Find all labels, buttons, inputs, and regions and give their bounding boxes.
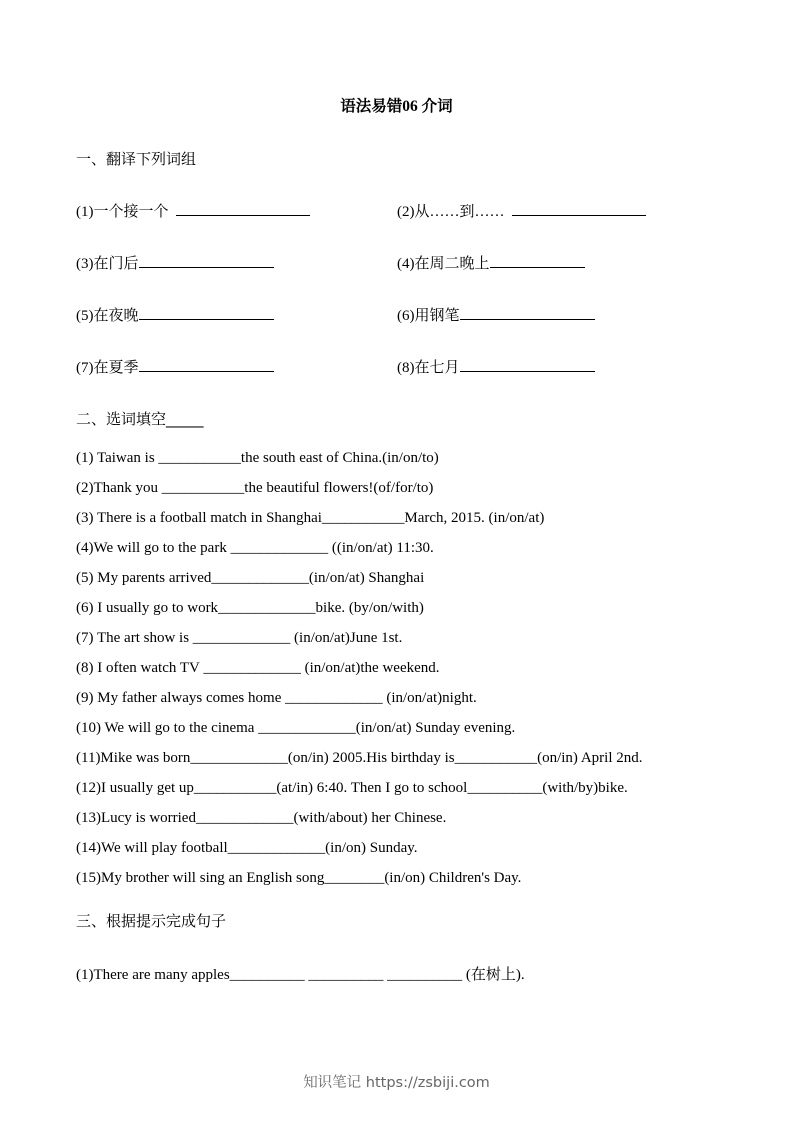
translate-item-4 [397,252,585,273]
fill-item: (3) There is a football match in Shanghai___________March, 2015. (in/on/at) [76,510,545,526]
translate-item-2 [397,200,646,221]
fill-item: (12)I usually get up___________(at/in) 6:40. Then I go to school__________(with/by)bike. [76,780,628,796]
section-heading-complete: 三、根据提示完成句子 [76,912,227,930]
fill-item: (10) We will go to the cinema _____________(in/on/at) Sunday evening. [76,720,516,736]
page-title: 语法易错06 介词 [340,98,453,115]
translate-item-8 [397,356,595,377]
answer-blank[interactable] [512,201,646,216]
translate-item-7 [76,356,274,377]
fill-item: (14)We will play football_____________(in/on) Sunday. [76,840,418,856]
footer-watermark: 知识笔记 https://zsbiji.com [303,1075,490,1091]
translate-item-1 [76,200,310,221]
translate-label: (8)在七月 [397,360,460,376]
fill-item: (9) My father always comes home _____________ (in/on/at)night. [76,690,477,706]
answer-blank[interactable] [460,357,595,372]
answer-blank[interactable] [139,357,274,372]
fill-item: (6) I usually go to work_____________bike. (by/on/with) [76,600,424,616]
fill-item: (15)My brother will sing an English song________(in/on) Children's Day. [76,870,522,886]
translate-label: (6)用钢笔 [397,308,460,324]
complete-item: (1)There are many apples__________ __________ __________ (在树上). [76,967,525,983]
fill-item: (13)Lucy is worried_____________(with/about) her Chinese. [76,810,447,826]
answer-blank[interactable] [139,253,274,268]
section-heading-translate: 一、翻译下列词组 [76,150,197,168]
fill-item: (4)We will go to the park _____________ ((in/on/at) 11:30. [76,540,434,556]
translate-item-5 [76,304,274,325]
fill-item: (1) Taiwan is ___________the south east of China.(in/on/to) [76,450,439,466]
translate-item-6 [397,304,595,325]
answer-blank[interactable] [139,305,274,320]
translate-label: (7)在夏季 [76,360,139,376]
answer-blank[interactable] [490,253,585,268]
translate-label: (4)在周二晚上 [397,256,490,272]
translate-label: (3)在门后 [76,256,139,272]
fill-item: (2)Thank you ___________the beautiful flowers!(of/for/to) [76,480,434,496]
fill-item: (11)Mike was born_____________(on/in) 2005.His birthday is___________(on/in) April 2nd. [76,750,643,766]
answer-blank[interactable] [176,201,310,216]
translate-item-3 [76,252,274,273]
translate-label: (2)从……到…… [397,204,512,220]
section-heading-fill: 二、选词填空_____ [76,410,204,428]
translate-label: (1)一个接一个 [76,204,176,220]
fill-item: (7) The art show is _____________ (in/on/at)June 1st. [76,630,403,646]
answer-blank[interactable] [460,305,595,320]
fill-item: (8) I often watch TV _____________ (in/on/at)the weekend. [76,660,440,676]
fill-item: (5) My parents arrived_____________(in/on/at) Shanghai [76,570,425,586]
translate-label: (5)在夜晚 [76,308,139,324]
